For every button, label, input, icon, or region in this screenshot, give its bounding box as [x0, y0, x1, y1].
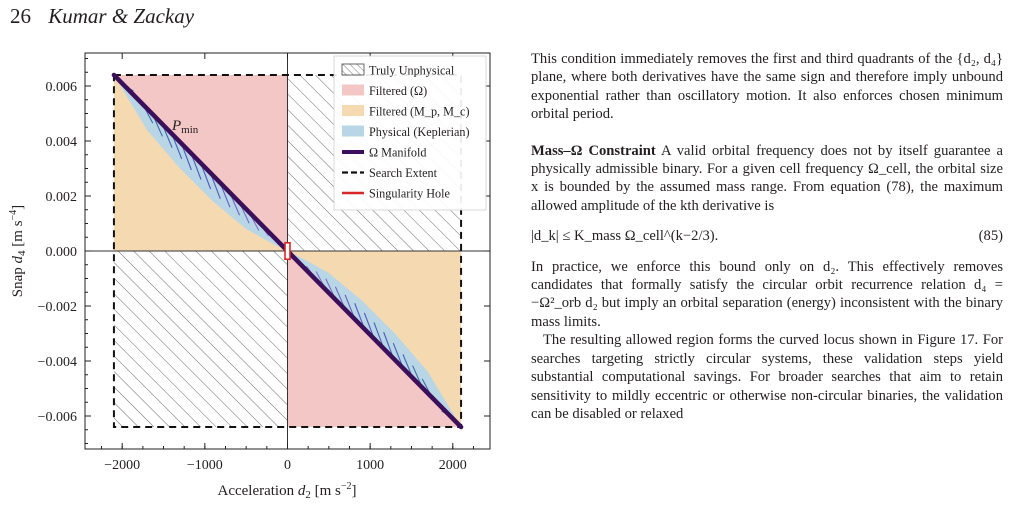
- page-number: 26: [10, 4, 31, 28]
- page-header: [10, 4, 194, 29]
- y-tick-label: 0.000: [45, 245, 77, 260]
- x-tick-label: −2000: [104, 458, 141, 473]
- x-tick-label: −1000: [186, 458, 223, 473]
- legend-swatch-patch: [342, 126, 364, 137]
- running-authors: Kumar & Zackay: [48, 4, 195, 28]
- singularity-hole: [285, 243, 290, 260]
- legend-label: Filtered (M_p, M_c): [369, 104, 470, 119]
- x-tick-label: 2000: [438, 458, 467, 473]
- y-tick-label: −0.006: [37, 410, 77, 425]
- legend-label: Filtered (Ω): [369, 84, 428, 98]
- y-tick-label: −0.004: [37, 355, 77, 370]
- legend-swatch-patch: [342, 105, 364, 116]
- x-axis-label: Acceleration $d_2$ [m $s^{-2}$]: [217, 481, 357, 501]
- equation-number: (85): [978, 228, 1003, 245]
- paragraph-quadrant-removal: This condition immediately removes the first and third quadrants of the {d₂, d₄} plane, where both derivatives have the same sign and therefore imply unbound exponential rather than oscillatory motion. It also enforces chosen minimum orbital period.: [531, 51, 1003, 123]
- legend: [334, 56, 486, 210]
- equation-body: |d_k| ≤ K_mass Ω_cell^(k−2/3).: [531, 228, 719, 245]
- pmin-symbol: P: [172, 118, 182, 134]
- figure-17: [0, 40, 520, 510]
- paragraph-mass-omega-body: A valid orbital frequency does not by itself guarantee a physically admissible binary. For a given cell frequency Ω_cell, the orbital size x is bounded by the assumed mass range. From equation (78), the maximum allowed amplitude of the kth derivative is: [531, 142, 1003, 214]
- body-text-column: [531, 50, 1003, 423]
- y-axis-label: Snap $d_4$ [m $s^{-4}$]: [8, 204, 28, 298]
- equation-85: [531, 227, 1003, 245]
- x-tick-label: 0: [284, 458, 291, 473]
- x-tick-label: 1000: [356, 458, 385, 473]
- paragraph-allowed-region: The resulting allowed region forms the curved locus shown in Figure 17. For searches targeting strictly circular systems, these validation steps yield substantial computational savings. For broader searches that aim to retain sensitivity to mildly eccentric or otherwise non-circular binaries, the validation can be disabled or relaxed: [531, 332, 1003, 422]
- legend-label: Singularity Hole: [369, 186, 450, 201]
- run-in-heading: Mass–Ω Constraint: [531, 142, 656, 159]
- legend-label: Truly Unphysical: [369, 63, 455, 78]
- y-tick-label: 0.006: [45, 80, 77, 95]
- pmin-subscript: min: [181, 124, 199, 136]
- y-tick-label: −0.002: [37, 300, 77, 315]
- legend-label: Physical (Keplerian): [369, 125, 470, 139]
- paragraph-practice: In practice, we enforce this bound only on d₂. This effectively removes candidates that formally satisfy the circular orbit recurrence relation d₄ = −Ω²_orb d₂ but imply an orbital separation (energy) inconsistent with the binary mass limits.: [531, 258, 1003, 330]
- y-tick-label: 0.004: [45, 135, 77, 150]
- legend-swatch-hatch: [342, 64, 364, 75]
- paragraph-mass-omega: [531, 142, 1003, 216]
- legend-swatch-patch: [342, 85, 364, 96]
- legend-label: Ω Manifold: [369, 145, 427, 160]
- unphysical-quadrant-3: [114, 251, 288, 427]
- legend-label: Search Extent: [369, 166, 438, 180]
- y-tick-label: 0.002: [45, 190, 77, 205]
